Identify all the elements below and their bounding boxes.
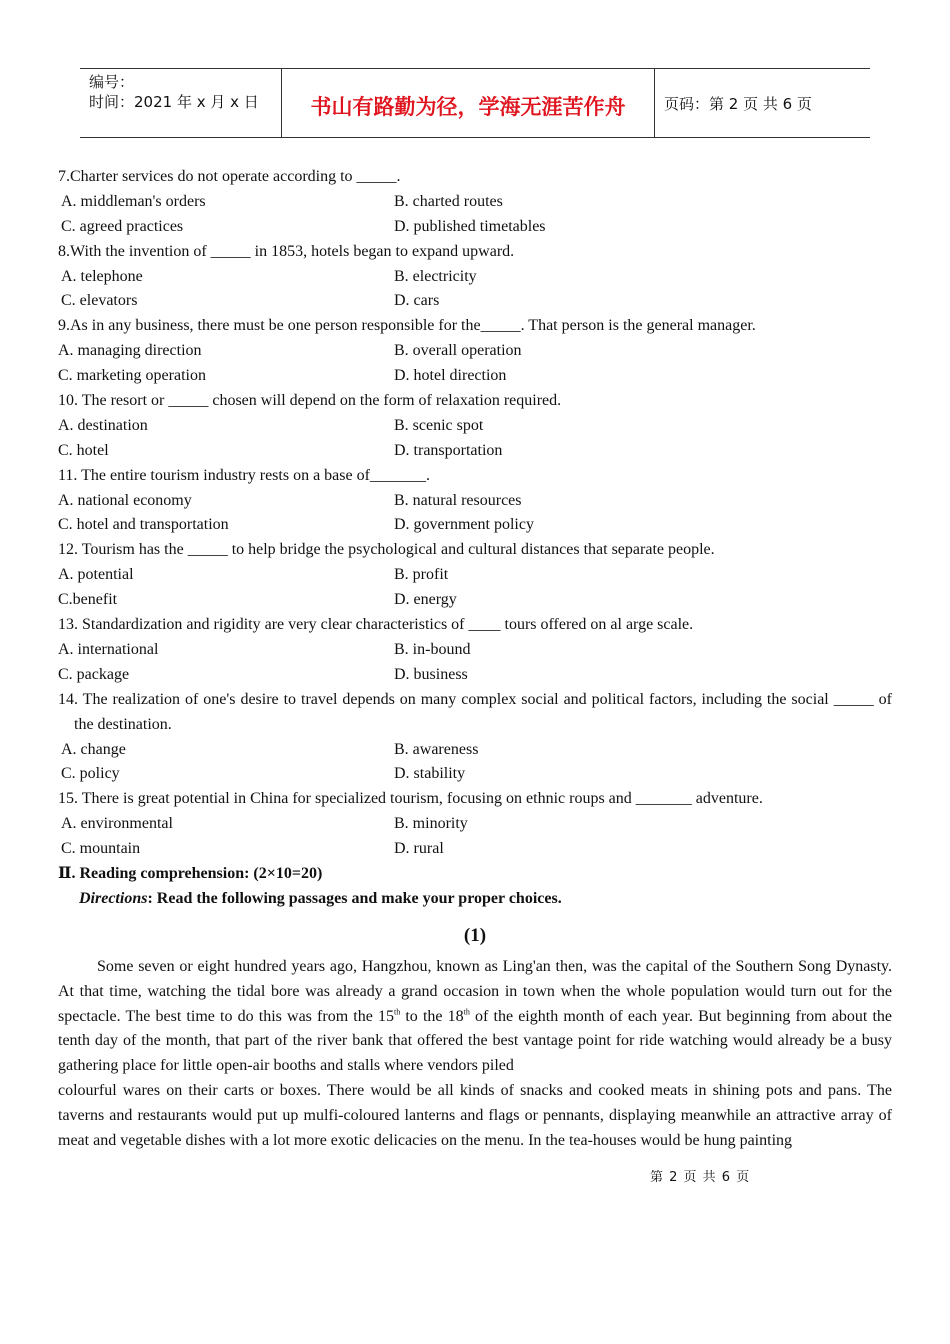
option-d[interactable]: D. transportation — [394, 441, 503, 459]
option-b[interactable]: B. overall operation — [394, 342, 522, 360]
options-row — [58, 265, 892, 290]
options-row — [58, 289, 892, 314]
option-c[interactable]: C. policy — [61, 765, 120, 783]
option-b[interactable]: B. in-bound — [394, 640, 471, 658]
option-d[interactable]: D. government policy — [394, 516, 534, 534]
option-b[interactable]: B. minority — [394, 815, 468, 833]
option-b[interactable]: B. electricity — [394, 267, 477, 285]
option-a[interactable]: A. change — [61, 740, 126, 758]
question-stem: 8.With the invention of _____ in 1853, hotels began to expand upward. — [58, 242, 515, 260]
question-15 — [58, 787, 892, 862]
options-row — [58, 762, 892, 787]
options-row — [58, 364, 892, 389]
option-d[interactable]: D. cars — [394, 292, 440, 310]
option-c[interactable]: C. marketing operation — [58, 367, 206, 385]
page-footer: 第 2 页 共 6 页 — [650, 1170, 751, 1185]
option-b[interactable]: B. profit — [394, 566, 449, 584]
passage-number: (1) — [463, 924, 487, 946]
option-a[interactable]: A. middleman's orders — [61, 192, 206, 210]
option-b[interactable]: B. charted routes — [394, 192, 503, 210]
option-d[interactable]: D. energy — [394, 591, 457, 609]
number-label: 编号： — [89, 73, 135, 91]
option-c[interactable]: C. elevators — [61, 292, 138, 310]
options-row — [58, 339, 892, 364]
motto: 书山有路勤为径，学海无涯苦作舟 — [310, 95, 626, 119]
option-c[interactable]: C. mountain — [61, 840, 141, 858]
question-12 — [58, 538, 892, 613]
options-row — [58, 563, 892, 588]
question-8 — [58, 240, 892, 315]
options-row — [58, 738, 892, 763]
question-14 — [58, 688, 892, 788]
date-label: 时间：2021 年 x 月 x 日 — [89, 93, 259, 111]
question-stem: 9.As in any business, there must be one person responsible for the_____. That person is the general manager. — [58, 317, 756, 335]
options-row — [58, 663, 892, 688]
question-stem: 7.Charter services do not operate according to _____. — [58, 168, 401, 185]
option-b[interactable]: B. scenic spot — [394, 416, 484, 434]
question-10 — [58, 389, 892, 464]
question-13 — [58, 613, 892, 688]
passage-paragraph-1: Some seven or eight hundred years ago, Hangzhou, known as Ling'an then, was the capital of the Southern Song Dynasty. At that time, watching the tidal bore was already a grand occasion in town when the whole population would turn out for the spectacle. The best time to do this was from the 15th to the 18th of the eighth month of each year. But beginning from about the tenth day of the month, that part of the river bank that offered the best vantage point for ride watching would already be a busy gathering place for little open-air booths and stalls where vendors piled — [58, 957, 892, 1075]
option-c[interactable]: C. hotel — [58, 441, 109, 459]
option-c[interactable]: C. package — [58, 665, 130, 683]
options-row — [58, 439, 892, 464]
question-list — [58, 165, 892, 862]
option-a[interactable]: A. national economy — [58, 491, 192, 509]
option-a[interactable]: A. destination — [58, 416, 148, 434]
option-d[interactable]: D. published timetables — [394, 217, 546, 235]
question-7 — [58, 165, 892, 240]
option-a[interactable]: A. environmental — [61, 815, 173, 833]
options-row — [58, 513, 892, 538]
options-row — [58, 638, 892, 663]
options-row — [58, 489, 892, 514]
section-title: Ⅱ. Reading comprehension: (2×10=20) — [58, 864, 323, 882]
header-motto-cell — [281, 69, 655, 137]
options-row — [58, 837, 892, 862]
question-stem: 10. The resort or _____ chosen will depend on the form of relaxation required. — [58, 392, 562, 410]
directions-label: Directions — [79, 889, 148, 907]
question-stem: 11. The entire tourism industry rests on a base of_______. — [58, 466, 430, 484]
options-row — [58, 190, 892, 215]
option-d[interactable]: D. hotel direction — [394, 367, 507, 385]
options-row — [58, 414, 892, 439]
question-stem: 13. Standardization and rigidity are very clear characteristics of ____ tours offered on al arge scale. — [58, 616, 694, 634]
option-d[interactable]: D. stability — [394, 765, 466, 783]
question-11 — [58, 464, 892, 539]
directions-text: : Read the following passages and make your proper choices. — [147, 889, 562, 907]
option-c[interactable]: C.benefit — [58, 591, 118, 609]
option-a[interactable]: A. potential — [58, 566, 134, 584]
option-c[interactable]: C. hotel and transportation — [58, 516, 229, 534]
option-d[interactable]: D. rural — [394, 840, 444, 858]
options-row — [58, 588, 892, 613]
option-b[interactable]: B. natural resources — [394, 491, 522, 509]
page-indicator: 页码：第 2 页 共 6 页 — [664, 95, 812, 113]
question-9 — [58, 314, 892, 389]
question-stem: 14. The realization of one's desire to travel depends on many complex social and political factors, including the social _____ of the destination. — [58, 690, 892, 733]
passage-paragraph-2: colourful wares on their carts or boxes. There would be all kinds of snacks and cooked meats in shining pots and pans. The taverns and restaurants would put up mulfi-coloured lanterns and flags or pennants, displaying meanwhile an attractive array of meat and vegetable dishes with a lot more exotic delicacies on the menu. In the tea-houses would be hung painting — [58, 1082, 892, 1150]
header-meta — [80, 69, 280, 137]
option-b[interactable]: B. awareness — [394, 740, 479, 758]
question-stem: 12. Tourism has the _____ to help bridge the psychological and cultural distances that separate people. — [58, 541, 715, 559]
option-a[interactable]: A. international — [58, 640, 159, 658]
page-header — [80, 68, 870, 138]
option-d[interactable]: D. business — [394, 665, 468, 683]
directions — [58, 887, 892, 912]
option-a[interactable]: A. telephone — [61, 267, 143, 285]
document-body — [58, 165, 892, 1154]
option-c[interactable]: C. agreed practices — [61, 217, 184, 235]
options-row — [58, 215, 892, 240]
question-stem: 15. There is great potential in China for specialized tourism, focusing on ethnic roups and _______ adventure. — [58, 790, 763, 808]
options-row — [58, 812, 892, 837]
option-a[interactable]: A. managing direction — [58, 342, 202, 360]
